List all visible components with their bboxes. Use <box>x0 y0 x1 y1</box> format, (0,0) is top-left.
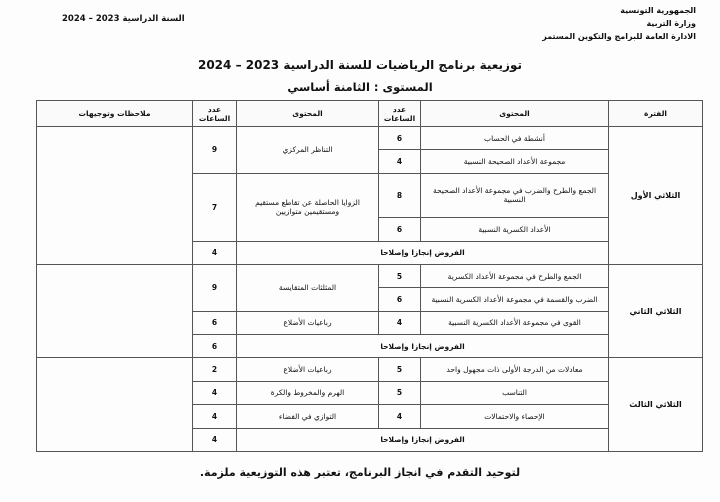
content-cell: أنشطة في الحساب <box>421 127 609 150</box>
hours-cell: 7 <box>193 173 237 241</box>
content-cell: الإحصاء والاحتمالات <box>421 405 609 428</box>
content-cell: الأعداد الكسرية النسبية <box>421 218 609 241</box>
hours-cell: 4 <box>193 405 237 428</box>
hours-cell: 6 <box>379 288 421 311</box>
content-cell: المثلثات المتقايسة <box>237 264 379 311</box>
content-cell: الجمع والطرح والضرب في مجموعة الأعداد الصحيحة النسبية <box>421 173 609 217</box>
hours-cell: 2 <box>193 358 237 381</box>
hours-cell: 6 <box>193 311 237 334</box>
footer-note: لتوحيد التقدم في انجاز البرنامج، تعتبر هذه التوزيعية ملزمة. <box>199 466 521 479</box>
table-row <box>37 127 703 150</box>
country-label: الجمهورية التونسية <box>620 6 696 15</box>
table-header-row <box>37 101 703 127</box>
hours-cell: 6 <box>379 127 421 150</box>
content-cell: الهرم والمخروط والكرة <box>237 381 379 404</box>
content-cell: الجمع والطرح في مجموعة الأعداد الكسرية <box>421 264 609 287</box>
content-cell: القوى في مجموعة الأعداد الكسرية النسبية <box>421 311 609 334</box>
header-content2: المحتوى <box>237 101 379 127</box>
official-header <box>542 4 696 43</box>
content-cell: رباعيات الأضلاع <box>237 358 379 381</box>
content-cell: التناسب <box>421 381 609 404</box>
header-hours1: عدد الساعات <box>379 101 421 127</box>
exam-hours: 6 <box>193 335 237 358</box>
hours-cell: 8 <box>379 173 421 217</box>
content-cell: الزوايا الحاصلة عن تقاطع مستقيم ومستقيمين متوازيين <box>237 173 379 241</box>
header-hours2: عدد الساعات <box>193 101 237 127</box>
directorate-label: الادارة العامة للبرامج والتكوين المستمر <box>542 32 696 41</box>
curriculum-table <box>36 100 703 452</box>
hours-cell: 9 <box>193 264 237 311</box>
term-label: الثلاثي الأول <box>609 127 703 265</box>
exam-label: الفروض إنجازا وإصلاحا <box>237 335 609 358</box>
document-subtitle: المستوى : الثامنة أساسي <box>287 80 433 94</box>
content-cell: التناظر المركزي <box>237 127 379 174</box>
hours-cell: 5 <box>379 358 421 381</box>
content-cell: التوازي في الفضاء <box>237 405 379 428</box>
hours-cell: 5 <box>379 381 421 404</box>
table-row <box>37 264 703 287</box>
header-term: الفترة <box>609 101 703 127</box>
hours-cell: 4 <box>379 150 421 173</box>
header-content1: المحتوى <box>421 101 609 127</box>
hours-cell: 9 <box>193 127 237 174</box>
hours-cell: 5 <box>379 264 421 287</box>
content-cell: مجموعة الأعداد الصحيحة النسبية <box>421 150 609 173</box>
exam-hours: 4 <box>193 241 237 264</box>
notes-cell <box>37 264 193 358</box>
content-cell: معادلات من الدرجة الأولى ذات مجهول واحد <box>421 358 609 381</box>
ministry-label: وزارة التربية <box>646 19 696 28</box>
table-row <box>37 358 703 381</box>
notes-cell <box>37 358 193 452</box>
exam-label: الفروض إنجازا وإصلاحا <box>237 428 609 451</box>
content-cell: رباعيات الأضلاع <box>237 311 379 334</box>
header-notes: ملاحظات وتوجيهات <box>37 101 193 127</box>
term-label: الثلاثي الثاني <box>609 264 703 358</box>
document-title: توزيعية برنامج الرياضيات للسنة الدراسية 2023 – 2024 <box>197 58 522 72</box>
school-year-label: السنة الدراسية 2023 – 2024 <box>62 14 185 24</box>
content-cell: الضرب والقسمة في مجموعة الأعداد الكسرية النسبية <box>421 288 609 311</box>
hours-cell: 4 <box>193 381 237 404</box>
hours-cell: 4 <box>379 405 421 428</box>
hours-cell: 4 <box>379 311 421 334</box>
notes-cell <box>37 127 193 265</box>
hours-cell: 6 <box>379 218 421 241</box>
exam-hours: 4 <box>193 428 237 451</box>
exam-label: الفروض إنجازا وإصلاحا <box>237 241 609 264</box>
term-label: الثلاثي الثالث <box>609 358 703 452</box>
